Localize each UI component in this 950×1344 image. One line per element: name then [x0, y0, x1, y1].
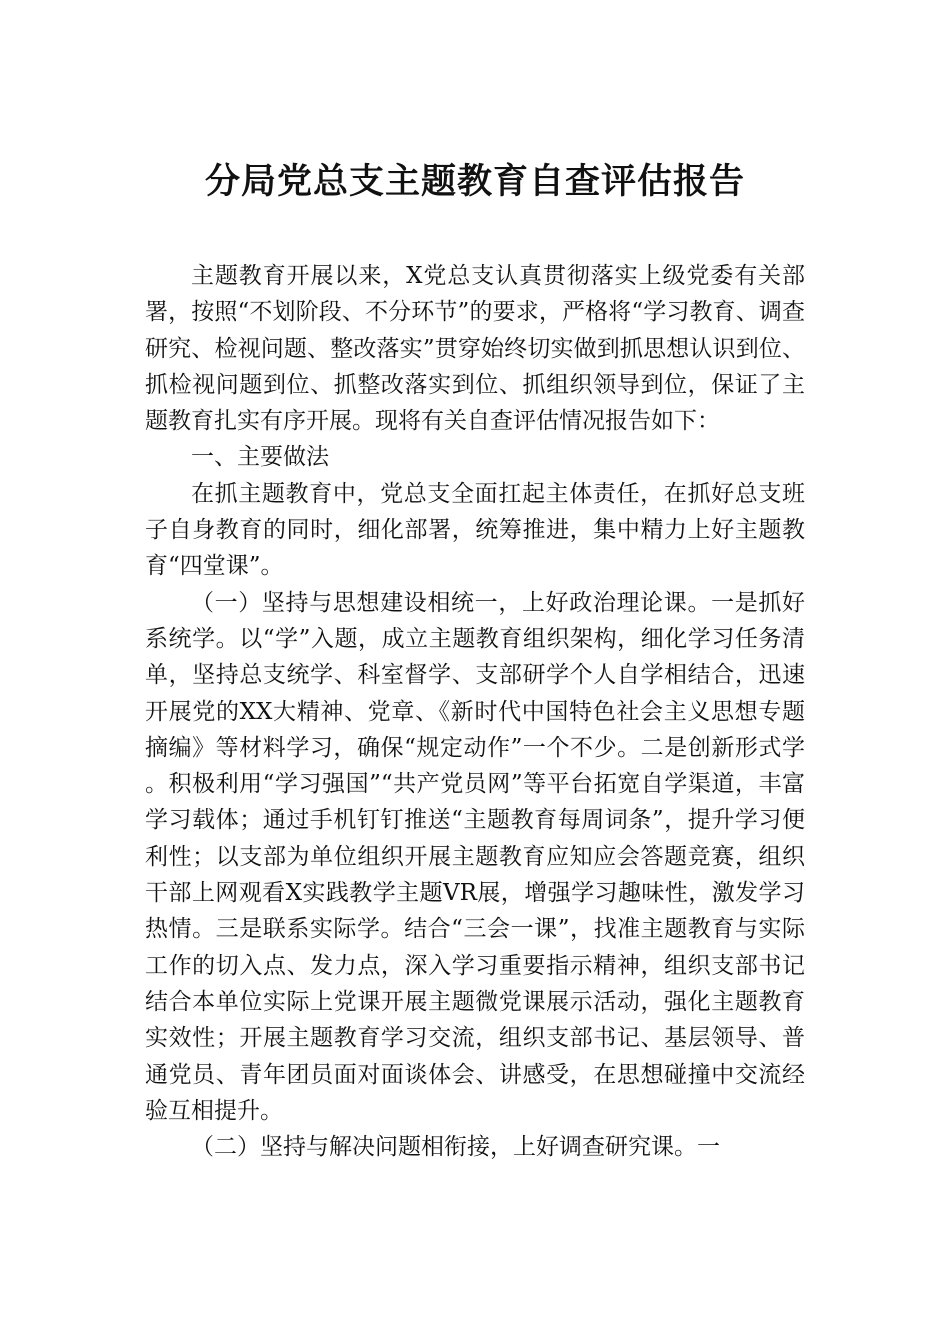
subsection-2-paragraph: （二）坚持与解决问题相衔接，上好调查研究课。一 [191, 1134, 720, 1161]
section-intro-paragraph: 在抓主题教育中，党总支全面扛起主体责任，在抓好总支班子自身教育的同时，细化部署，统筹推进，集中精力上好主题教育“四堂课”。 [145, 480, 805, 580]
subsection-1-paragraph: （一）坚持与思想建设相统一，上好政治理论课。一是抓好系统学。以“学”入题，成立主题教育组织架构，细化学习任务清单，坚持总支统学、科室督学、支部研学个人自学相结合，迅速开展党的XX大精神、党章、《新时代中国特色社会主义思想专题摘编》等材料学习，确保“规定动作”一个不少。二是创新形式学。积极利用“学习强国”“共产党员网”等平台拓宽自学渠道，丰富学习载体；通过手机钉钉推送“主题教育每周词条”，提升学习便利性；以支部为单位组织开展主题教育应知应会答题竞赛，组织干部上网观看X实践教学主题VR展，增强学习趣味性，激发学习热情。三是联系实际学。结合“三会一课”，找准主题教育与实际工作的切入点、发力点，深入学习重要指示精神，组织支部书记结合本单位实际上党课开展主题微党课展示活动，强化主题教育实效性；开展主题教育学习交流，组织支部书记、基层领导、普通党员、青年团员面对面谈体会、讲感受，在思想碰撞中交流经验互相提升。 [145, 589, 805, 1124]
section-heading-main-practices: 一、主要做法 [191, 444, 329, 471]
intro-paragraph: 主题教育开展以来，X党总支认真贯彻落实上级党委有关部署，按照“不划阶段、不分环节”的要求，严格将“学习教育、调查研究、检视问题、整改落实”贯穿始终切实做到抓思想认识到位、抓检视问题到位、抓整改落实到位、抓组织领导到位，保证了主题教育扎实有序开展。现将有关自查评估情况报告如下： [145, 263, 805, 435]
document-page [145, 150, 805, 1165]
document-title: 分局党总支主题教育自查评估报告 [204, 161, 745, 202]
